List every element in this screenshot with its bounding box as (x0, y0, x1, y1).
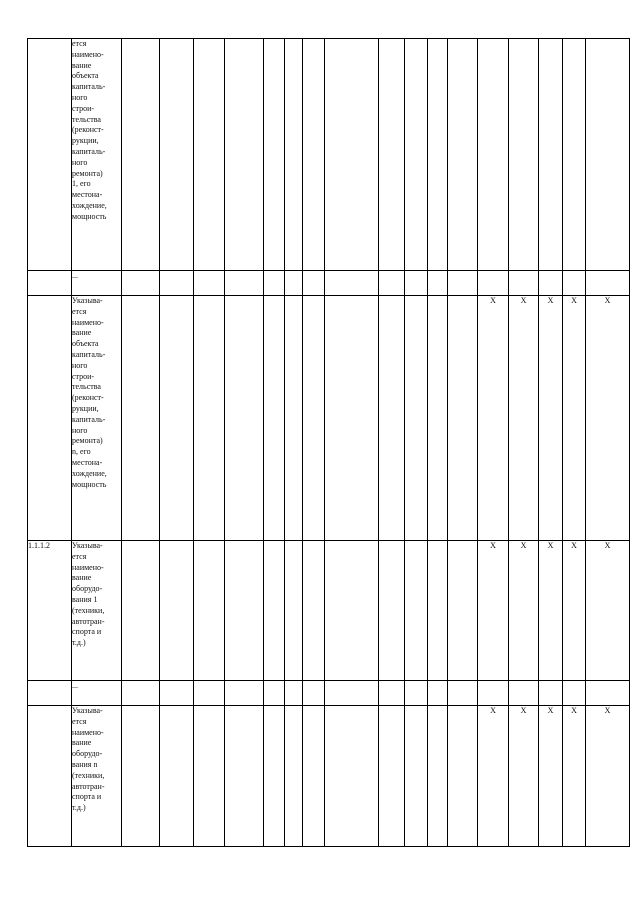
x-mark-cell: X (539, 296, 563, 541)
description-line: т.д.) (72, 803, 86, 813)
empty-cell (194, 39, 225, 271)
empty-cell (405, 39, 428, 271)
empty-cell (405, 541, 428, 681)
x-mark-cell (563, 271, 586, 296)
x-mark-cell (478, 271, 509, 296)
empty-cell (122, 706, 160, 847)
empty-cell (428, 39, 448, 271)
empty-cell (160, 706, 194, 847)
empty-cell (225, 296, 264, 541)
description-cell (72, 541, 122, 681)
row-number-cell (28, 296, 72, 541)
description-line: (реконст- (72, 393, 104, 403)
description-line: наимено- (72, 317, 104, 327)
empty-cell (303, 706, 325, 847)
description-line: ется (72, 306, 87, 316)
description-line: ... (72, 271, 78, 280)
empty-cell (122, 296, 160, 541)
empty-cell (379, 541, 405, 681)
empty-cell (303, 296, 325, 541)
description-line: строи- (72, 371, 95, 381)
x-mark-cell (586, 39, 630, 271)
x-mark-cell: X (539, 706, 563, 847)
description-line: ного (72, 157, 88, 167)
description-line: автотран- (72, 781, 105, 791)
description-line: строи- (72, 103, 95, 113)
empty-cell (379, 39, 405, 271)
description-cell (72, 706, 122, 847)
x-mark-cell (509, 39, 539, 271)
empty-cell (325, 296, 379, 541)
x-mark-cell: X (509, 541, 539, 681)
empty-cell (428, 681, 448, 706)
description-line: рукции, (72, 136, 99, 146)
description-line: тельства (72, 382, 101, 392)
empty-cell (285, 706, 303, 847)
empty-cell (122, 681, 160, 706)
description-line: вание (72, 60, 92, 70)
row-number-cell (28, 706, 72, 847)
empty-cell (194, 296, 225, 541)
empty-cell (428, 706, 448, 847)
empty-cell (428, 271, 448, 296)
empty-cell (325, 39, 379, 271)
empty-cell (325, 706, 379, 847)
description-cell (72, 296, 122, 541)
description-line: вание (72, 573, 92, 583)
empty-cell (405, 296, 428, 541)
description-line: рукции, (72, 403, 99, 413)
description-line: местона- (72, 457, 103, 467)
empty-cell (160, 681, 194, 706)
description-line: капиталь- (72, 146, 106, 156)
description-line: Указыва- (72, 706, 103, 715)
description-line: ется (72, 716, 87, 726)
empty-cell (405, 706, 428, 847)
empty-cell (122, 39, 160, 271)
empty-cell (325, 681, 379, 706)
empty-cell (225, 681, 264, 706)
empty-cell (405, 681, 428, 706)
empty-cell (303, 541, 325, 681)
empty-cell (303, 271, 325, 296)
row-number-cell (28, 681, 72, 706)
table-row (28, 271, 630, 296)
empty-cell (379, 681, 405, 706)
empty-cell (303, 681, 325, 706)
description-line: объекта (72, 339, 99, 349)
description-line: объекта (72, 71, 99, 81)
empty-cell (122, 541, 160, 681)
description-cell (72, 39, 122, 271)
empty-cell (379, 706, 405, 847)
empty-cell (194, 541, 225, 681)
empty-cell (264, 39, 285, 271)
x-mark-cell (586, 681, 630, 706)
empty-cell (428, 541, 448, 681)
empty-cell (264, 681, 285, 706)
description-line: ется (72, 551, 87, 561)
description-line: ... (72, 681, 78, 690)
description-line: тельства (72, 114, 101, 124)
empty-cell (160, 296, 194, 541)
description-line: оборудо- (72, 749, 103, 759)
empty-cell (264, 541, 285, 681)
description-line: автотран- (72, 616, 105, 626)
empty-cell (428, 296, 448, 541)
description-line: вания 1 (72, 594, 98, 604)
empty-cell (285, 271, 303, 296)
x-mark-cell (509, 681, 539, 706)
empty-cell (285, 39, 303, 271)
empty-cell (325, 271, 379, 296)
empty-cell (285, 681, 303, 706)
description-line: наимено- (72, 49, 104, 59)
empty-cell (448, 39, 478, 271)
x-mark-cell (539, 39, 563, 271)
table-row (28, 541, 630, 681)
description-line: ного (72, 92, 88, 102)
x-mark-cell (563, 681, 586, 706)
empty-cell (194, 271, 225, 296)
empty-cell (285, 296, 303, 541)
description-line: 1, его (72, 179, 91, 189)
description-line: (реконст- (72, 125, 104, 135)
description-line: капиталь- (72, 82, 106, 92)
empty-cell (160, 271, 194, 296)
description-line: капиталь- (72, 349, 106, 359)
document-table (27, 38, 630, 847)
table-row (28, 706, 630, 847)
description-line: местона- (72, 190, 103, 200)
description-line: вание (72, 328, 92, 338)
x-mark-cell: X (478, 706, 509, 847)
x-mark-cell: X (478, 296, 509, 541)
empty-cell (285, 541, 303, 681)
x-mark-cell (509, 271, 539, 296)
empty-cell (379, 271, 405, 296)
description-line: оборудо- (72, 584, 103, 594)
empty-cell (225, 39, 264, 271)
description-cell (72, 271, 122, 296)
x-mark-cell (539, 271, 563, 296)
x-mark-cell (563, 39, 586, 271)
description-line: Указыва- (72, 541, 103, 550)
empty-cell (448, 681, 478, 706)
description-line: хождение, (72, 200, 107, 210)
description-line: Указыва- (72, 296, 103, 305)
empty-cell (122, 271, 160, 296)
empty-cell (160, 39, 194, 271)
x-mark-cell: X (539, 541, 563, 681)
empty-cell (448, 271, 478, 296)
x-mark-cell (539, 681, 563, 706)
empty-cell (405, 271, 428, 296)
row-number-cell (28, 39, 72, 271)
empty-cell (448, 706, 478, 847)
description-line: мощность (72, 479, 107, 489)
x-mark-cell: X (478, 541, 509, 681)
empty-cell (303, 39, 325, 271)
empty-cell (264, 706, 285, 847)
description-line: наимено- (72, 727, 104, 737)
description-line: вания n (72, 759, 98, 769)
description-line: ного (72, 360, 88, 370)
description-line: т.д.) (72, 638, 86, 648)
description-line: ного (72, 425, 88, 435)
x-mark-cell (586, 271, 630, 296)
x-mark-cell: X (563, 706, 586, 847)
table-row (28, 681, 630, 706)
x-mark-cell: X (509, 706, 539, 847)
x-mark-cell: X (586, 541, 630, 681)
description-line: ется (72, 39, 87, 48)
empty-cell (225, 271, 264, 296)
x-mark-cell: X (563, 541, 586, 681)
description-line: спорта и (72, 627, 102, 637)
x-mark-cell: X (563, 296, 586, 541)
description-line: вание (72, 738, 92, 748)
description-line: хождение, (72, 468, 107, 478)
empty-cell (448, 296, 478, 541)
empty-cell (448, 541, 478, 681)
description-line: (техники, (72, 770, 105, 780)
description-line: наимено- (72, 562, 104, 572)
description-line: ремонта) (72, 436, 103, 446)
description-line: (техники, (72, 605, 105, 615)
x-mark-cell: X (586, 706, 630, 847)
empty-cell (325, 541, 379, 681)
x-mark-cell: X (586, 296, 630, 541)
description-line: спорта и (72, 792, 102, 802)
row-number-cell (28, 271, 72, 296)
description-line: капиталь- (72, 414, 106, 424)
empty-cell (225, 541, 264, 681)
empty-cell (225, 706, 264, 847)
x-mark-cell (478, 39, 509, 271)
empty-cell (160, 541, 194, 681)
table-row (28, 296, 630, 541)
description-line: мощность (72, 211, 107, 221)
empty-cell (194, 706, 225, 847)
x-mark-cell (478, 681, 509, 706)
x-mark-cell: X (509, 296, 539, 541)
row-number-cell: 1.1.1.2 (28, 541, 72, 681)
description-line: n, его (72, 447, 91, 457)
table-row (28, 39, 630, 271)
empty-cell (194, 681, 225, 706)
empty-cell (379, 296, 405, 541)
description-cell (72, 681, 122, 706)
description-line: ремонта) (72, 168, 103, 178)
empty-cell (264, 296, 285, 541)
empty-cell (264, 271, 285, 296)
